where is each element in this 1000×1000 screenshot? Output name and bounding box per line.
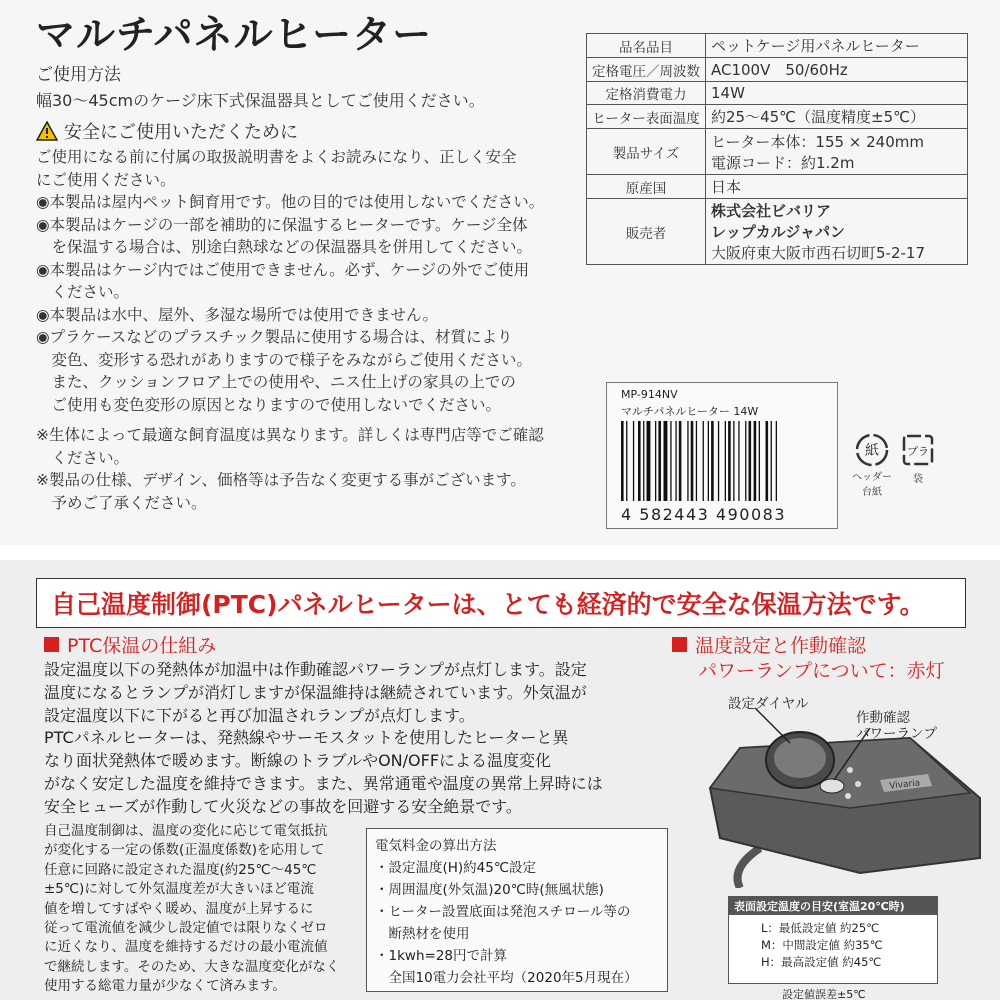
spec-row	[587, 58, 968, 82]
barcode-bar	[718, 421, 719, 501]
barcode-bar	[691, 421, 694, 501]
barcode-bars	[621, 421, 825, 501]
svg-text:プラ: プラ	[907, 445, 929, 458]
headline-banner: 自己温度制御(PTC)パネルヒーターは、とても経済的で安全な保温方法です。	[36, 578, 966, 628]
seller-address: 大阪府東大阪市西石切町5-2-17	[711, 244, 926, 262]
barcode-bar	[633, 421, 634, 501]
spec-value	[706, 199, 968, 265]
barcode-bar	[655, 421, 656, 501]
barcode-bar	[771, 421, 772, 501]
barcode-number: 4 582443 490083	[621, 505, 787, 524]
spec-key: 品名品目	[587, 34, 706, 58]
barcode-bar	[626, 421, 627, 501]
temp-guide-box	[728, 896, 938, 984]
barcode-bar	[759, 421, 760, 501]
spec-row	[587, 34, 968, 58]
barcode-bar	[728, 421, 731, 501]
calc-line: ・設定温度(H)約45℃設定	[375, 860, 537, 876]
lamp-label-1: 作動確認	[856, 710, 910, 726]
plastic-label: 袋	[913, 474, 923, 485]
barcode-bar	[696, 421, 697, 501]
explanation-line: 値を増してすばやく暖め、温度が上昇するに	[44, 900, 314, 917]
panel-divider	[0, 545, 1000, 560]
explanation-line: 任意に回路に設定された温度(約25℃～45℃	[44, 861, 317, 878]
self-control-explanation	[44, 822, 362, 997]
spec-key: 原産国	[587, 175, 706, 199]
paper-label-1: ヘッダー	[852, 472, 892, 483]
usage-text: 幅30～45cmのケージ床下式保温器具としてご使用ください。	[36, 91, 485, 110]
safety-heading-text: 安全にご使用いただくために	[64, 122, 298, 143]
ptc-line: 安全ヒューズが作動して火災などの事故を回避する安全絶景です。	[44, 797, 522, 816]
spec-value: AC100V 50/60Hz	[706, 58, 968, 82]
indicator-heading-1: 温度設定と作動確認	[695, 635, 867, 657]
spec-value: ペットケージ用パネルヒーター	[706, 34, 968, 58]
calc-line: 断熱材を使用	[375, 926, 470, 942]
ptc-line: がなく安定した温度を維持できます。また、異常通電や温度の異常上昇時には	[44, 774, 603, 793]
size-body: ヒーター本体：155 × 240mm	[711, 132, 924, 151]
safety-line: また、クッションフロア上での使用や、ニス仕上げの家具の上での	[36, 373, 516, 391]
product-title: マルチパネルヒーター	[36, 13, 433, 58]
barcode-bar	[658, 421, 661, 501]
safety-heading	[36, 118, 298, 144]
electricity-calc-box	[366, 828, 668, 992]
explanation-line: 自己温度制御は、温度の変化に応じて電気抵抗	[44, 823, 328, 839]
heater-controller-illustration	[700, 688, 990, 888]
ptc-heading	[44, 631, 216, 658]
spec-key: 定格消費電力	[587, 82, 706, 105]
barcode-model: MP-914NV	[621, 388, 678, 401]
paper-recycle-mark	[852, 432, 892, 498]
spec-row-size	[587, 129, 968, 175]
plastic-recycle-icon	[900, 432, 936, 468]
size-cord: 電源コード：約1.2m	[711, 153, 855, 172]
spec-key: ヒーター表面温度	[587, 105, 706, 129]
spec-row	[587, 105, 968, 129]
barcode-bar	[711, 421, 714, 501]
barcode-bar	[733, 421, 734, 501]
barcode-bar	[708, 421, 709, 501]
calc-line: ・1kwh=28円で計算	[375, 948, 507, 964]
safety-line: ください。	[36, 283, 130, 301]
spec-row	[587, 175, 968, 199]
explanation-line: 使用する総電力量が少なくて済みます。	[44, 978, 286, 995]
lamp-label-2: パワーランプ	[856, 726, 937, 742]
barcode-bar	[679, 421, 682, 501]
usage-heading: ご使用方法	[36, 65, 121, 85]
ptc-line: 温度になるとランプが消灯しますが保温維持は継続されています。外気温が	[44, 683, 587, 702]
barcode-product-name: マルチパネルヒーター 14W	[621, 405, 759, 418]
footnote-line: ※生体によって最適な飼育温度は異なります。詳しくは専門店等でご確認	[36, 426, 544, 444]
barcode-bar	[664, 421, 668, 501]
safety-line: にご使用ください。	[36, 170, 176, 189]
barcode-label	[606, 382, 838, 529]
svg-text:紙: 紙	[865, 443, 879, 459]
spec-value	[706, 129, 968, 175]
barcode-bar	[687, 421, 688, 501]
ptc-paragraph-1	[44, 658, 656, 727]
calc-line: ・ヒーター設置底面は発泡スチロール等の	[375, 904, 631, 920]
safety-line: ◉本製品はケージの一部を補助的に保温するヒーターです。ケージ全体	[36, 215, 528, 234]
seller-company: 株式会社ビバリア	[711, 202, 832, 220]
barcode-bar	[745, 421, 746, 501]
seller-company-2: レップカルジャパン	[711, 223, 846, 241]
barcode-bar	[749, 421, 752, 501]
temp-tolerance: 設定値誤差±5℃	[782, 988, 866, 1000]
barcode-bar	[776, 421, 777, 501]
calc-line: 全国10電力会社平均（2020年5月現在）	[375, 970, 638, 986]
barcode-bar	[675, 421, 676, 501]
paper-label-2: 台紙	[862, 487, 882, 498]
device-brand: Vivaria	[888, 778, 921, 792]
explanation-line: に近くなり、温度を維持するだけの最小電流値	[44, 939, 328, 956]
spec-value: 14W	[706, 82, 968, 105]
safety-line: ◉本製品はケージ内ではご使用できません。必ず、ケージの外でご使用	[36, 260, 530, 279]
temp-guide-row: L：最低設定値 約25℃	[761, 921, 880, 935]
explanation-line: 従って電流値を減少し設定値では限りなくゼロ	[44, 920, 328, 937]
explanation-line: が変化する一定の係数(正温度係数)を応用して	[44, 842, 325, 859]
explanation-line: ±5℃)に対して外気温度差が大きいほど電流	[44, 881, 314, 898]
barcode-bar	[738, 421, 739, 501]
safety-line: ご使用も変色変形の原因となりますので使用しないでください。	[36, 395, 502, 414]
barcode-bar	[621, 421, 624, 501]
indicator-heading	[672, 631, 866, 658]
paper-recycle-icon	[854, 432, 890, 468]
spec-value: 日本	[706, 175, 968, 199]
spec-row	[587, 82, 968, 105]
ptc-heading-text: PTC保温の仕組み	[67, 635, 217, 657]
ptc-line: 設定温度以下に下がると再び加温されランプが点灯します。	[44, 706, 475, 725]
spec-key: 販売者	[587, 199, 706, 265]
indicator-heading-2: パワーランプについて：赤灯	[698, 660, 945, 682]
ptc-line: PTCパネルヒーターは、発熱線やサーモスタットを使用したヒーターと異	[44, 728, 569, 747]
temp-guide-heading: 表面設定温度の目安(室温20℃時)	[729, 897, 937, 915]
safety-line: ◉本製品は水中、屋外、多湿な場所では使用できません。	[36, 305, 438, 324]
ptc-line: なり面状発熱体で暖めます。断線のトラブルやON/OFFによる温度変化	[44, 751, 552, 770]
safety-line: を保温する場合は、別途白熱球などの保温器具を併用してください。	[36, 238, 533, 256]
spec-key: 製品サイズ	[587, 129, 706, 175]
spec-key: 定格電圧／周波数	[587, 58, 706, 82]
calc-line: ・周囲温度(外気温)20℃時(無風状態)	[375, 882, 604, 898]
safety-line: 変色、変形する恐れがありますので様子をみながらご使用ください。	[36, 350, 533, 369]
indicator-subheading	[698, 656, 945, 683]
barcode-bar	[703, 421, 704, 501]
barcode-bar	[754, 421, 757, 501]
footnote-line: ください。	[36, 448, 130, 467]
ptc-line: 設定温度以下の発熱体が加温中は作動確認パワーランプが点灯します。設定	[44, 660, 587, 679]
warning-icon	[36, 121, 58, 141]
red-square-icon	[672, 637, 687, 652]
footnote-line: ※製品の仕様、デザイン、価格等は予告なく変更する事がございます。	[36, 471, 526, 489]
barcode-bar	[766, 421, 769, 501]
dial-label: 設定ダイヤル	[728, 696, 809, 712]
barcode-bar	[670, 421, 671, 501]
barcode-bar	[643, 421, 644, 501]
temp-guide-row: M：中間設定値 約35℃	[761, 938, 883, 952]
footnote-line: 予めご了承ください。	[36, 493, 207, 512]
spec-table	[586, 33, 968, 265]
barcode-bar	[725, 421, 726, 501]
safety-line: ◉プラケースなどのプラスチック製品に使用する場合は、材質により	[36, 328, 513, 346]
spec-row-seller	[587, 199, 968, 265]
barcode-bar	[638, 421, 641, 501]
plastic-recycle-mark	[898, 432, 938, 485]
safety-line: ご使用になる前に付属の取扱説明書をよくお読みになり、正しく安全	[36, 148, 517, 166]
safety-notes	[36, 146, 546, 514]
safety-line: ◉本製品は屋内ペット飼育用です。他の目的では使用しないでください。	[36, 193, 545, 211]
barcode-bar	[647, 421, 651, 501]
temp-guide-row: H：最高設定値 約45℃	[761, 955, 882, 969]
explanation-line: で継続します。そのため、大きな温度変化がなく	[44, 958, 340, 975]
calc-heading: 電気料金の算出方法	[375, 838, 497, 854]
ptc-paragraph-2	[44, 726, 656, 818]
red-square-icon	[44, 637, 59, 652]
spec-value: 約25～45℃（温度精度±5℃）	[706, 105, 968, 129]
